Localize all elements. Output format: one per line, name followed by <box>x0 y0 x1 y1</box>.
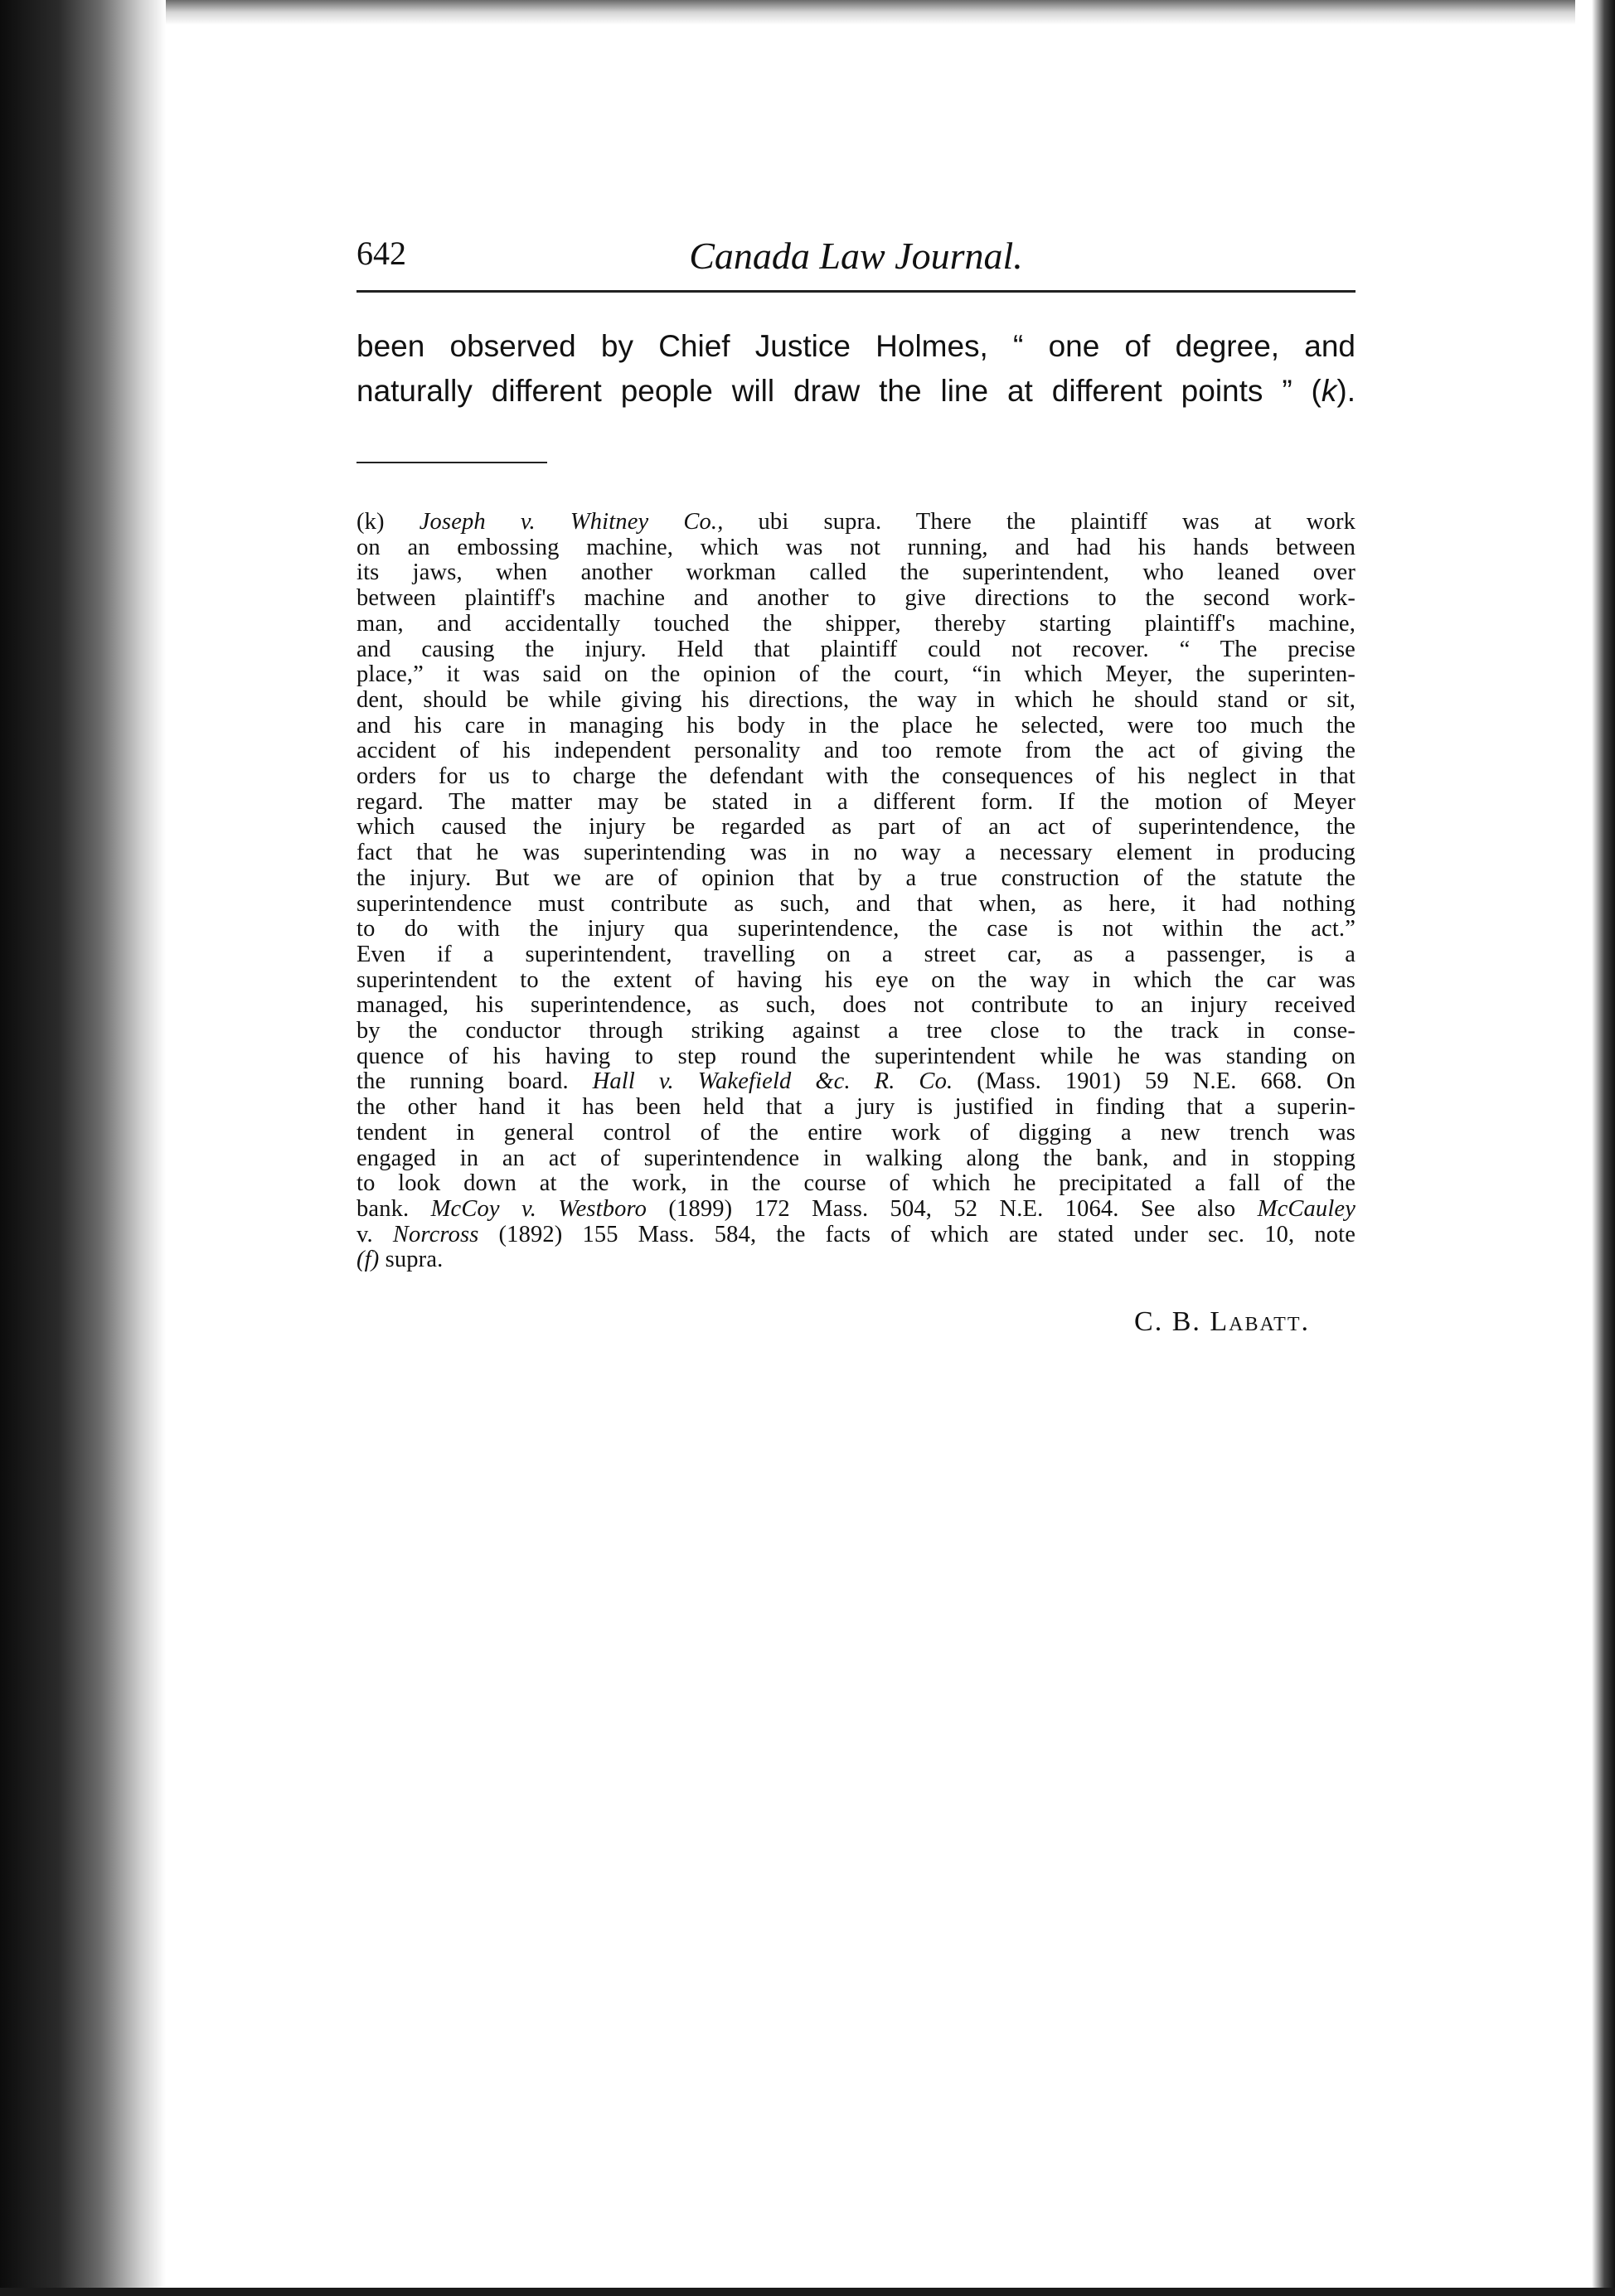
footnote-line: fact that he was superintending was in no way a necessary element in producing <box>356 840 1356 866</box>
body-line-1: been observed by Chief Justice Holmes, “ one of degree, and <box>356 329 1356 363</box>
journal-page <box>356 224 1356 1338</box>
page-number: 642 <box>356 235 406 272</box>
footnote-line: to do with the injury qua superintendence, the case is not within the act.” <box>356 916 1356 942</box>
footnote-line: superintendent to the extent of having his eye on the way in which the car was <box>356 966 1356 993</box>
footnote-line: the injury. But we are of opinion that by a true construction of the statute the <box>356 865 1356 891</box>
case-mccoy-v-westboro: McCoy v. Westboro <box>430 1195 647 1222</box>
footnote-line <box>356 1223 1356 1248</box>
footnote-text: (1892) 155 Mass. 584, the facts of which are stated under sec. 10, note <box>478 1221 1356 1247</box>
case-hall-v-wakefield: Hall v. Wakefield &c. R. Co. <box>592 1068 953 1095</box>
footnote-line: superintendence must contribute as such, and that when, as here, it had nothing <box>356 890 1356 917</box>
footnote-line: and his care in managing his body in the place he selected, were too much the <box>356 712 1356 739</box>
footnote-text: v. <box>356 1221 393 1247</box>
footnote-text: (1899) 172 Mass. 504, 52 N.E. 1064. See also <box>647 1195 1258 1222</box>
footnote-line: its jaws, when another workman called the superintendent, who leaned over <box>356 559 1356 586</box>
footnote-line <box>356 1197 1356 1223</box>
note-ref-f: (f) <box>356 1247 380 1273</box>
footnote-line <box>356 1247 1356 1273</box>
footnote-line: place,” it was said on the opinion of the court, “in which Meyer, the superinten- <box>356 661 1356 688</box>
footnote-text: (Mass. 1901) 59 N.E. 668. On <box>953 1068 1356 1095</box>
case-norcross: Norcross <box>392 1221 479 1247</box>
footnote-line: tendent in general control of the entire work of digging a new trench was <box>356 1119 1356 1146</box>
footnote-line: managed, his superintendence, as such, does not contribute to an injury received <box>356 992 1356 1019</box>
body-line-2 <box>356 374 1356 408</box>
case-mccauley: McCauley <box>1257 1195 1356 1222</box>
body-line-2-text: naturally different people will draw the line at different points ” ( <box>356 374 1322 408</box>
footnote-line: quence of his having to step round the superintendent while he was standing on <box>356 1043 1356 1069</box>
footnote-line <box>356 1069 1356 1095</box>
case-joseph-v-whitney: Joseph v. Whitney Co., <box>419 509 724 535</box>
footnote-line: which caused the injury be regarded as part of an act of superintendence, the <box>356 814 1356 840</box>
footnote-line: on an embossing machine, which was not running, and had his hands between <box>356 534 1356 560</box>
journal-title: Canada Law Journal. <box>689 235 1023 277</box>
footnote-line: to look down at the work, in the course of which he precipitated a fall of the <box>356 1170 1356 1197</box>
footnote-line <box>356 510 1356 535</box>
body-line-2-end: ). <box>1336 374 1356 408</box>
footnote-line: regard. The matter may be stated in a different form. If the motion of Meyer <box>356 788 1356 815</box>
footnote-line: between plaintiff's machine and another to give directions to the second work- <box>356 585 1356 612</box>
footnote-text: supra. <box>379 1247 444 1273</box>
footnote-rule <box>356 462 547 463</box>
footnote-k <box>356 510 1356 1273</box>
footnote-text: bank. <box>356 1195 431 1222</box>
running-head <box>356 224 1356 290</box>
footnote-text: ubi supra. There the plaintiff was at work <box>723 509 1356 535</box>
scan-border-top <box>166 0 1575 25</box>
footnote-line: by the conductor through striking against a tree close to the track in conse- <box>356 1018 1356 1044</box>
footnote-line: orders for us to charge the defendant with the consequences of his neglect in that <box>356 763 1356 790</box>
author-initials: C. B. <box>1134 1306 1210 1338</box>
footnote-line: the other hand it has been held that a jury is justified in finding that a superin- <box>356 1094 1356 1121</box>
footnote-line: Even if a superintendent, travelling on a street car, as a passenger, is a <box>356 941 1356 967</box>
scan-border-right <box>1592 0 1615 2296</box>
header-rule <box>356 290 1356 293</box>
footnote-line: dent, should be while giving his directions, the way in which he should stand or sit, <box>356 686 1356 713</box>
scan-border-left <box>0 0 166 2296</box>
body-paragraph <box>356 324 1356 414</box>
scan-border-bottom <box>0 2288 1615 2296</box>
author-surname: Labatt. <box>1210 1306 1310 1338</box>
footnote-marker: (k) <box>356 509 385 535</box>
footnote-line: engaged in an act of superintendence in walking along the bank, and in stopping <box>356 1145 1356 1171</box>
footnote-line: and causing the injury. Held that plaintiff could not recover. “ The precise <box>356 636 1356 662</box>
footnote-text: the running board. <box>356 1068 593 1095</box>
footnote-ref-k: k <box>1321 374 1337 408</box>
author-signature <box>356 1306 1356 1338</box>
footnote-line: man, and accidentally touched the shipper, thereby starting plaintiff's machine, <box>356 610 1356 637</box>
footnote-line: accident of his independent personality and too remote from the act of giving the <box>356 738 1356 764</box>
